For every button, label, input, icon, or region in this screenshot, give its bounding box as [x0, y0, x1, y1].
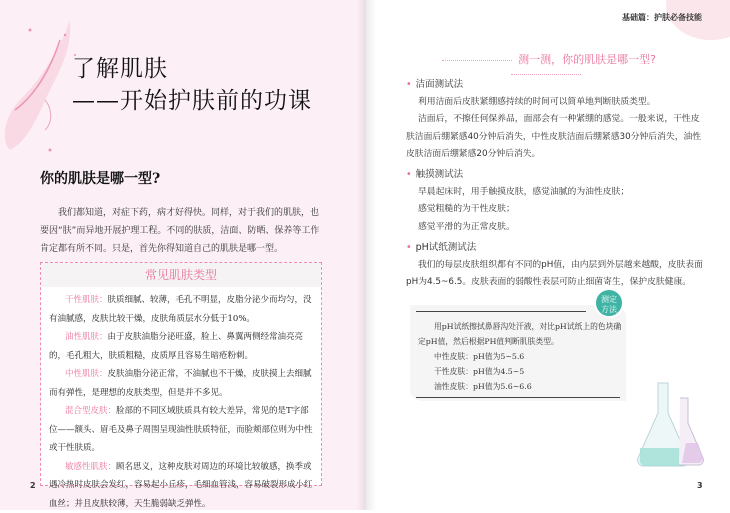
water-splash-illustration [0, 10, 80, 160]
skin-type-entry: 干性肌肤：肤质细腻、较薄，毛孔不明显，皮脂分泌少而均匀，没有油腻感，皮肤比较干燥，皮肤角质层水分低于10%。 [49, 291, 315, 328]
bullet-icon: • [406, 169, 412, 180]
bullet-icon: • [406, 79, 412, 90]
skin-type-entry: 中性肌肤：皮肤油脂分泌正常，不油腻也不干燥，皮肤摸上去细腻而有弹性，是理想的皮肤类型，但是并不多见。 [49, 365, 315, 402]
method-badge: 测定 方法 [594, 288, 624, 318]
skin-types-box-title: 常见肌肤类型 [41, 263, 321, 287]
chapter-title-line2: ——开始护肤前的功课 [72, 82, 312, 115]
method-box: 用pH试纸擦拭鼻唇沟处汗液，对比pH试纸上的色块确定pH值，然后根据PH值判断肌肤类型。 中性皮肤：pH值为5~5.6 干性皮肤：pH值为4.5~5 油性皮肤：pH值为5.6~6.6 [410, 305, 626, 401]
chapter-title-line1: 了解肌肤 [72, 50, 168, 83]
bullet-icon: • [406, 242, 412, 253]
skin-type-entry: 敏感性肌肤：顾名思义，这种皮肤对周边的环境比较敏感，换季或遇冷热时皮肤会发红，容易起小丘疹，毛细血管浅，容易破裂形成小红血丝；并且皮肤较薄，天生脆弱缺乏弹性。 [49, 458, 315, 513]
intro-paragraph: 我们都知道，对症下药，病才好得快。同样，对于我们的肌肤，也要因“肤”而异地开展护理工程。不同的肤质，洁面、防晒、保养等工作肯定都有所不同。只是，首先你得知道自己的肌肤是哪一型。 [40, 204, 325, 258]
flasks-illustration [628, 378, 708, 473]
book-spine-shadow [356, 0, 376, 510]
right-page-title: 测一测，你的肌肤是哪一型? [396, 51, 696, 80]
skin-type-entry: 混合型皮肤：脸部的不同区域肤质具有较大差异，常见的是T字部位——额头、眉毛及鼻子周围呈现油性肤质特征，而脸颊部位则为中性或干性肤质。 [49, 402, 315, 458]
section-touch-test: • 触摸测试法 早晨起床时，用手触摸皮肤，感觉油腻的为油性皮肤； 感觉粗糙的为干性皮肤； 感觉平滑的为正常皮肤。 [406, 166, 706, 236]
section-ph-test: • pH试纸测试法 我们的每层皮肤组织都有不同的pH值，由内层到外层越来越酸，皮肤表面pH为4.5~6.5。皮肤表面的弱酸性表层可防止细菌寄生，保护皮肤健康。 [406, 239, 706, 292]
page-number: 2 [30, 481, 36, 490]
right-page [366, 0, 730, 510]
running-header: 基础篇：护肤必备技能 [622, 12, 702, 23]
skin-types-box [40, 262, 322, 486]
left-page [0, 0, 366, 510]
page-number: 3 [697, 481, 703, 490]
section-cleansing-test: • 洁面测试法 利用洁面后皮肤紧绷感持续的时间可以简单地判断肤质类型。 洁面后，不擦任何保养品，面部会有一种紧绷的感觉。一般来说，干性皮肤洁面后绷紧感40分钟后消失，中性皮肤洁面后绷紧感30分钟后消失，油性皮肤洁面后绷紧感20分钟后消失。 [406, 76, 706, 164]
section-subtitle: 你的肌肤是哪一型? [40, 168, 160, 188]
skin-type-entry: 油性肌肤：由于皮肤油脂分泌旺盛，脸上、鼻翼两侧经常油亮亮的，毛孔粗大，肤质粗糙，皮质厚且容易生暗疮粉刺。 [49, 328, 315, 365]
